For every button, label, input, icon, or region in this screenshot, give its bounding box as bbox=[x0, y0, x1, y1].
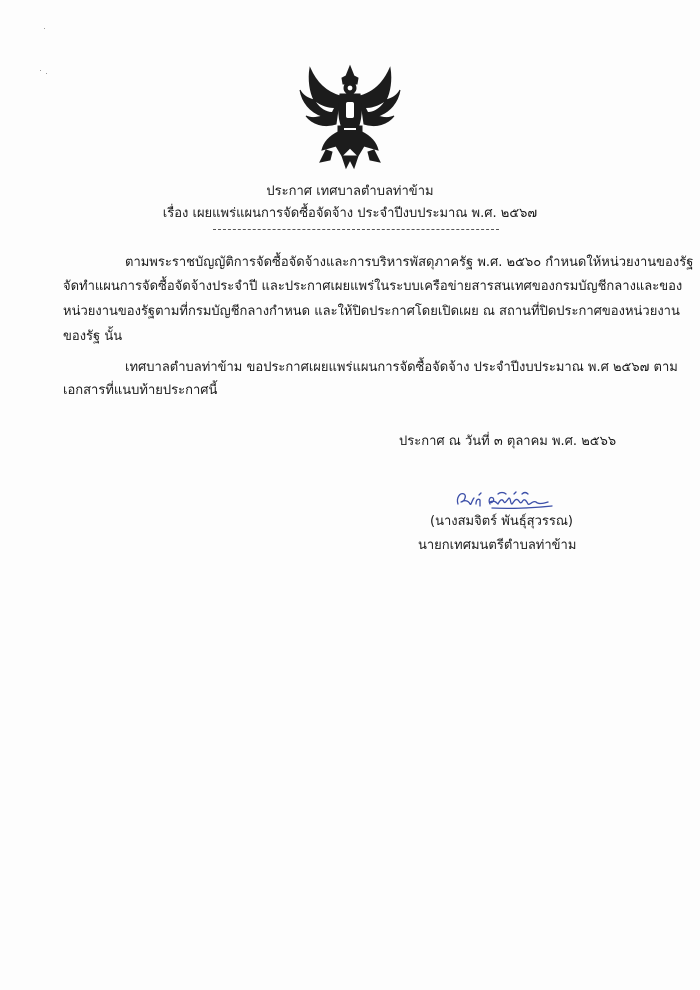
handwritten-signature bbox=[452, 486, 560, 514]
signer-position: นายกเทศมนตรีตำบลท่าข้าม bbox=[418, 538, 577, 553]
paragraph-1-line: จัดทำแผนการจัดซื้อจัดจ้างประจำปี และประกาศเผยแพร่ในระบบเครือข่ายสารสนเทศของกรมบัญชีกลางและของ bbox=[63, 279, 683, 294]
separator-line bbox=[213, 229, 499, 230]
paragraph-1-line: ตามพระราชบัญญัติการจัดซื้อจัดจ้างและการบริหารพัสดุภาครัฐ พ.ศ. ๒๕๖๐ กำหนดให้หน่วยงานของรัฐ bbox=[125, 255, 694, 270]
scan-speck bbox=[46, 73, 47, 74]
garuda-emblem-icon bbox=[296, 62, 404, 170]
paragraph-1-line: ของรัฐ นั้น bbox=[63, 329, 123, 344]
signer-name: (นางสมจิตร์ พันธุ์สุวรรณ) bbox=[430, 514, 574, 529]
paragraph-2-line: เอกสารที่แนบท้ายประกาศนี้ bbox=[63, 383, 218, 398]
paragraph-1-line: หน่วยงานของรัฐตามที่กรมบัญชีกลางกำหนด และให้ปิดประกาศโดยเปิดเผย ณ สถานที่ปิดประกาศของหน่วยงาน bbox=[63, 304, 680, 319]
scan-speck bbox=[40, 70, 41, 71]
announcement-subject: เรื่อง เผยแพร่แผนการจัดซื้อจัดจ้าง ประจำปีงบประมาณ พ.ศ. ๒๕๖๗ bbox=[162, 206, 538, 221]
scan-speck bbox=[44, 28, 45, 29]
paragraph-2-line: เทศบาลตำบลท่าข้าม ขอประกาศเผยแพร่แผนการจัดซื้อจัดจ้าง ประจำปีงบประมาณ พ.ศ ๒๕๖๗ ตาม bbox=[125, 360, 678, 375]
announcement-title: ประกาศ เทศบาลตำบลท่าข้าม bbox=[266, 184, 434, 199]
announcement-date: ประกาศ ณ วันที่ ๓ ตุลาคม พ.ศ. ๒๕๖๖ bbox=[399, 434, 617, 449]
